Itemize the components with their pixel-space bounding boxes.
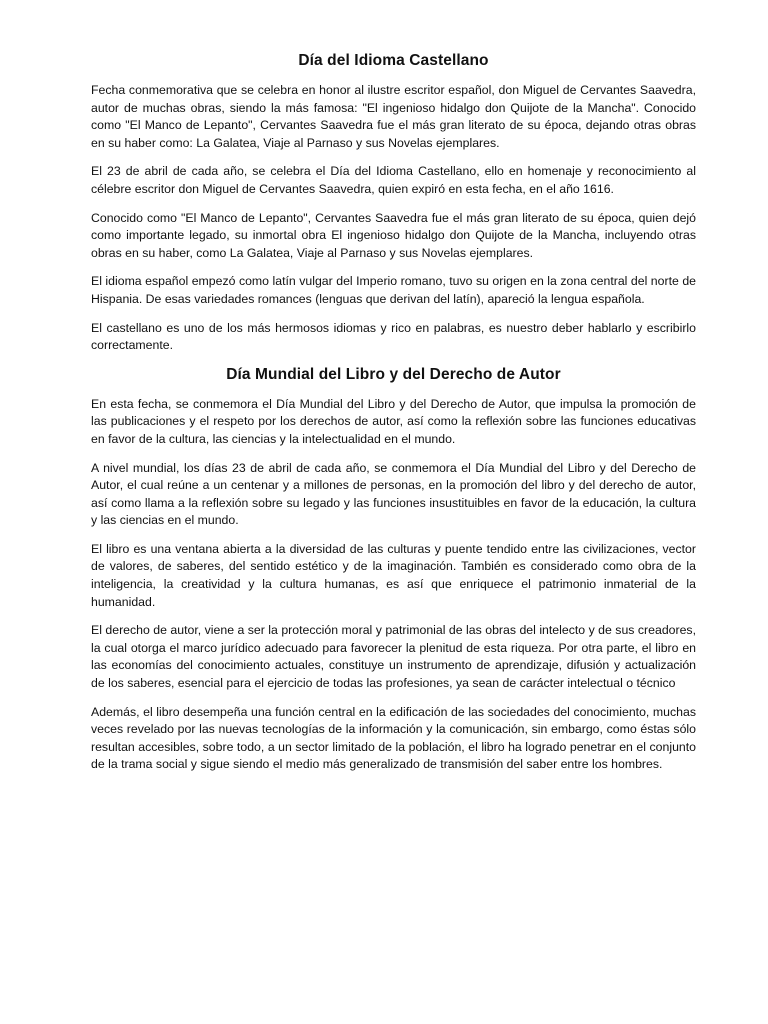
section-title-idioma-castellano: Día del Idioma Castellano: [298, 52, 489, 69]
paragraph: En esta fecha, se conmemora el Día Mundial del Libro y del Derecho de Autor, que impulsa la promoción de las publicaciones y el respeto por los derechos de autor, así como la reflexión sobre las funciones educativas en favor de la cultura, las ciencias y la intelectualidad en el mundo.: [91, 396, 696, 446]
paragraph: Conocido como "El Manco de Lepanto", Cervantes Saavedra fue el más gran literato de su época, quien dejó como importante legado, su inmortal obra El ingenioso hidalgo don Quijote de la Mancha, incluyendo otras obras en su haber, como La Galatea, Viaje al Parnaso y sus Novelas ejemplares.: [91, 210, 696, 260]
paragraph: El libro es una ventana abierta a la diversidad de las culturas y puente tendido entre las civilizaciones, vector de valores, de saberes, del sentido estético y de la imaginación. También es considerado como obra de la inteligencia, la creatividad y la cultura humanas, es así que enriquece el patrimonio inmaterial de la humanidad.: [91, 541, 696, 609]
paragraph: El castellano es uno de los más hermosos idiomas y rico en palabras, es nuestro deber hablarlo y escribirlo correctamente.: [91, 320, 696, 353]
paragraph: El derecho de autor, viene a ser la protección moral y patrimonial de las obras del intelecto y de sus creadores, la cual otorga el marco jurídico adecuado para favorecer la plenitud de esta riqueza. Por otra parte, el libro en las economías del conocimiento actuales, constituye un instrumento de aprendizaje, difusión y actualización de los saberes, esencial para el ejercicio de todas las profesiones, ya sean de carácter intelectual o técnico: [91, 623, 696, 691]
paragraph: Además, el libro desempeña una función central en la edificación de las sociedades del conocimiento, muchas veces revelado por las nuevas tecnologías de la información y la comunicación, sin embargo, como éstas sólo resultan accesibles, sobre todo, a un sector limitado de la población, el libro ha logrado penetrar en el conjunto de la trama social y sigue siendo el medio más generalizado de transmisión del saber entre los hombres.: [91, 704, 696, 772]
paragraph: A nivel mundial, los días 23 de abril de cada año, se conmemora el Día Mundial del Libro y del Derecho de Autor, el cual reúne a un centenar y a millones de personas, en la promoción del libro y del derecho de autor, así como llama a la reflexión sobre su legado y las funciones insustituibles en favor de la educación, la cultura y las ciencias en el mundo.: [91, 460, 696, 528]
section-title-dia-mundial-libro: Día Mundial del Libro y del Derecho de Autor: [226, 365, 561, 383]
paragraph: El idioma español empezó como latín vulgar del Imperio romano, tuvo su origen en la zona central del norte de Hispania. De esas variedades romances (lenguas que derivan del latín), apareció la lengua española.: [91, 274, 696, 306]
paragraph: Fecha conmemorativa que se celebra en honor al ilustre escritor español, don Miguel de Cervantes Saavedra, autor de muchas obras, siendo la más famosa: "El ingenioso hidalgo don Quijote de la Mancha". Conocido como "El Manco de Lepanto", Cervantes Saavedra fue el más gran literato de su época, dejando otras obras en su haber como: La Galatea, Viaje al Parnaso y sus Novelas ejemplares.: [91, 83, 696, 150]
paragraph: El 23 de abril de cada año, se celebra el Día del Idioma Castellano, ello en homenaje y reconocimiento al célebre escritor don Miguel de Cervantes Saavedra, quien expiró en esta fecha, en el año 1616.: [91, 164, 696, 196]
